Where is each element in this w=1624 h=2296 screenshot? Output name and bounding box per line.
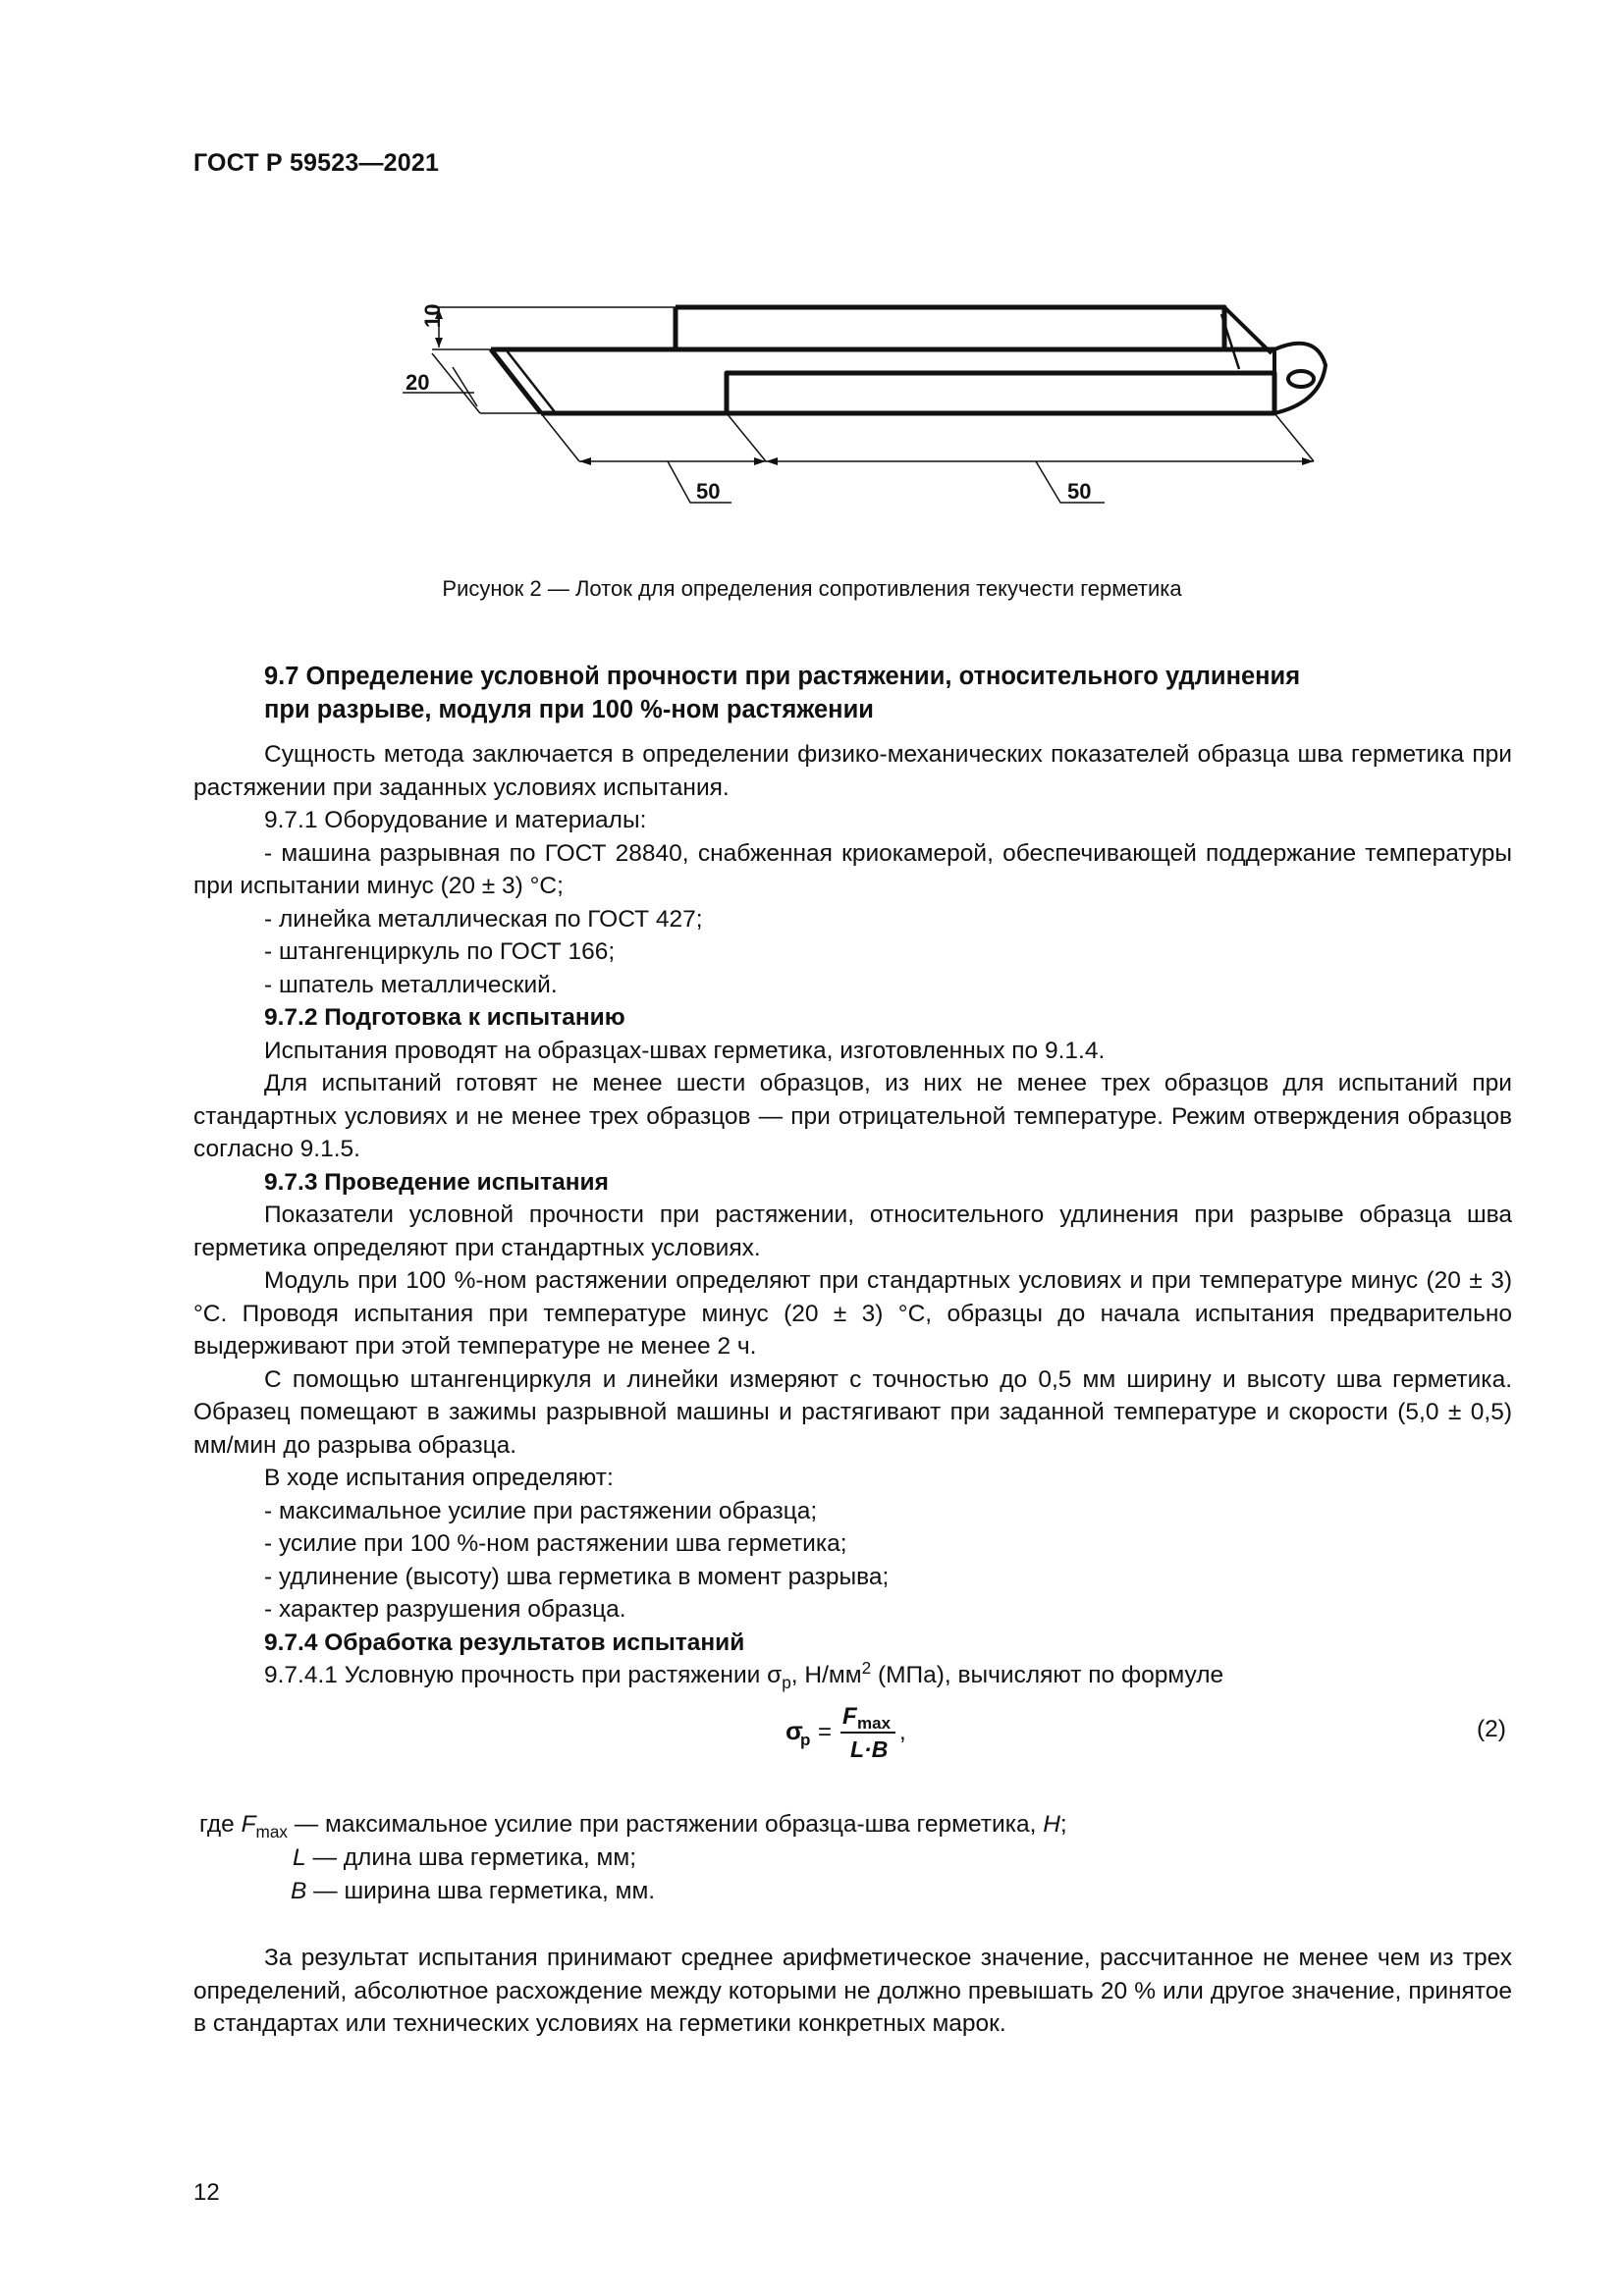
- list-item: - машина разрывная по ГОСТ 28840, снабженная криокамерой, обеспечивающей поддержание температуры при испытании минус (20 ± 3) °С;: [193, 839, 1512, 899]
- dim-10-label: 10: [420, 303, 445, 328]
- list-item: - характер разрушения образца.: [264, 1596, 626, 1623]
- text: где: [199, 1811, 235, 1838]
- paragraph: В ходе испытания определяют:: [264, 1465, 614, 1491]
- text: , Н/мм: [790, 1662, 862, 1688]
- paragraph: Для испытаний готовят не менее шести образцов, из них не менее трех образцов для испытаний при стандартных условиях и не менее трех образцов — при отрицательной температуре. Режим отверждения образцов согласно 9.1.5.: [193, 1070, 1512, 1162]
- text: — ширина шва герметика, мм.: [306, 1878, 656, 1904]
- subsection-9741: [193, 1659, 1512, 1692]
- formula-legend: [199, 1808, 1067, 1908]
- list-item: - удлинение (высоту) шва герметика в момент разрыва;: [264, 1563, 890, 1590]
- paragraph: С помощью штангенциркуля и линейки измеряют с точностью до 0,5 мм ширину и высоту шва герметика. Образец помещают в зажимы разрывной машины и растягивают при заданной температуре и скорости (5,0 ± 0,5) мм/мин до разрыва образца.: [193, 1365, 1512, 1459]
- subsection-972-heading: 9.7.2 Подготовка к испытанию: [264, 1004, 625, 1031]
- dim-50-left-label: 50: [696, 479, 721, 504]
- text: (МПа), вычисляют по формуле: [871, 1662, 1224, 1688]
- paragraph: Показатели условной прочности при растяжении, относительного удлинения при разрыве образца шва герметика определяют при стандартных условиях.: [193, 1201, 1512, 1261]
- dim-50-right-label: 50: [1067, 479, 1092, 504]
- legend-row-fmax: [199, 1808, 1067, 1842]
- paragraph: За результат испытания принимают среднее арифметическое значение, рассчитанное не менее чем из трех определений, абсолютное расхождение между которыми не должно превышать 20 % или другое значение, принятое в стандартах или технических условиях на герметики конкретных марок.: [193, 1945, 1512, 2037]
- legend-row-b: [199, 1875, 1067, 1908]
- section-heading-line2: при разрыве, модуля при 100 %-ном растяжении: [264, 696, 874, 723]
- formula-numerator-sub: max: [857, 1714, 892, 1733]
- symbol: B: [291, 1878, 307, 1904]
- paragraph: Испытания проводят на образцах-швах герметика, изготовленных по 9.1.4.: [264, 1037, 1106, 1064]
- final-paragraph: [193, 1942, 1512, 2041]
- symbol: F: [241, 1811, 256, 1838]
- list-item: - штангенциркуль по ГОСТ 166;: [264, 938, 616, 965]
- formula-number: (2): [1477, 1716, 1506, 1742]
- section-heading-line1: 9.7 Определение условной прочности при растяжении, относительного удлинения: [264, 663, 1301, 690]
- subsection-974-heading: 9.7.4 Обработка результатов испытаний: [264, 1629, 745, 1656]
- tray-drawing: [388, 294, 1330, 520]
- text: ;: [1059, 1811, 1067, 1838]
- formula-numerator: F: [842, 1703, 857, 1730]
- text: — максимальное усилие при растяжении образца-шва герметика,: [287, 1811, 1044, 1838]
- list-item: - усилие при 100 %-ном растяжении шва герметика;: [264, 1530, 847, 1557]
- page-number: 12: [193, 2179, 220, 2206]
- document-header: ГОСТ Р 59523—2021: [193, 149, 440, 177]
- subscript: р: [782, 1672, 791, 1692]
- formula-2: [785, 1696, 962, 1769]
- formula-denominator: L·B: [850, 1736, 889, 1762]
- legend-row-l: [199, 1842, 1067, 1875]
- formula-lhs-sub: р: [800, 1731, 811, 1749]
- superscript: 2: [861, 1657, 872, 1678]
- formula-comma: ,: [899, 1719, 906, 1745]
- text: 9.7.4.1 Условную прочность при растяжении σ: [264, 1662, 783, 1688]
- subsection-971: 9.7.1 Оборудование и материалы:: [264, 807, 647, 833]
- text: — длина шва герметика, мм;: [305, 1844, 637, 1871]
- subscript: max: [255, 1821, 288, 1842]
- figure-caption: Рисунок 2 — Лоток для определения сопротивления текучести герметика: [442, 576, 1182, 601]
- formula-equals: =: [818, 1719, 833, 1745]
- formula-lhs: σ: [785, 1716, 803, 1745]
- section-body: [193, 660, 1512, 1692]
- dim-20-label: 20: [406, 370, 430, 395]
- symbol: L: [293, 1844, 306, 1871]
- paragraph: Модуль при 100 %-ном растяжении определяют при стандартных условиях и при температуре минус (20 ± 3) °С. Проводя испытания при температуре минус (20 ± 3) °С, образцы до начала испытания предварительно выдерживают при этой температуре не менее 2 ч.: [193, 1267, 1512, 1360]
- list-item: - максимальное усилие при растяжении образца;: [264, 1497, 818, 1524]
- unit: Н: [1043, 1811, 1060, 1838]
- list-item: - шпатель металлический.: [264, 971, 558, 998]
- list-item: - линейка металлическая по ГОСТ 427;: [264, 905, 703, 933]
- subsection-973-heading: 9.7.3 Проведение испытания: [264, 1168, 609, 1196]
- intro-paragraph: Сущность метода заключается в определении физико-механических показателей образца шва герметика при растяжении при заданных условиях испытания.: [193, 741, 1512, 801]
